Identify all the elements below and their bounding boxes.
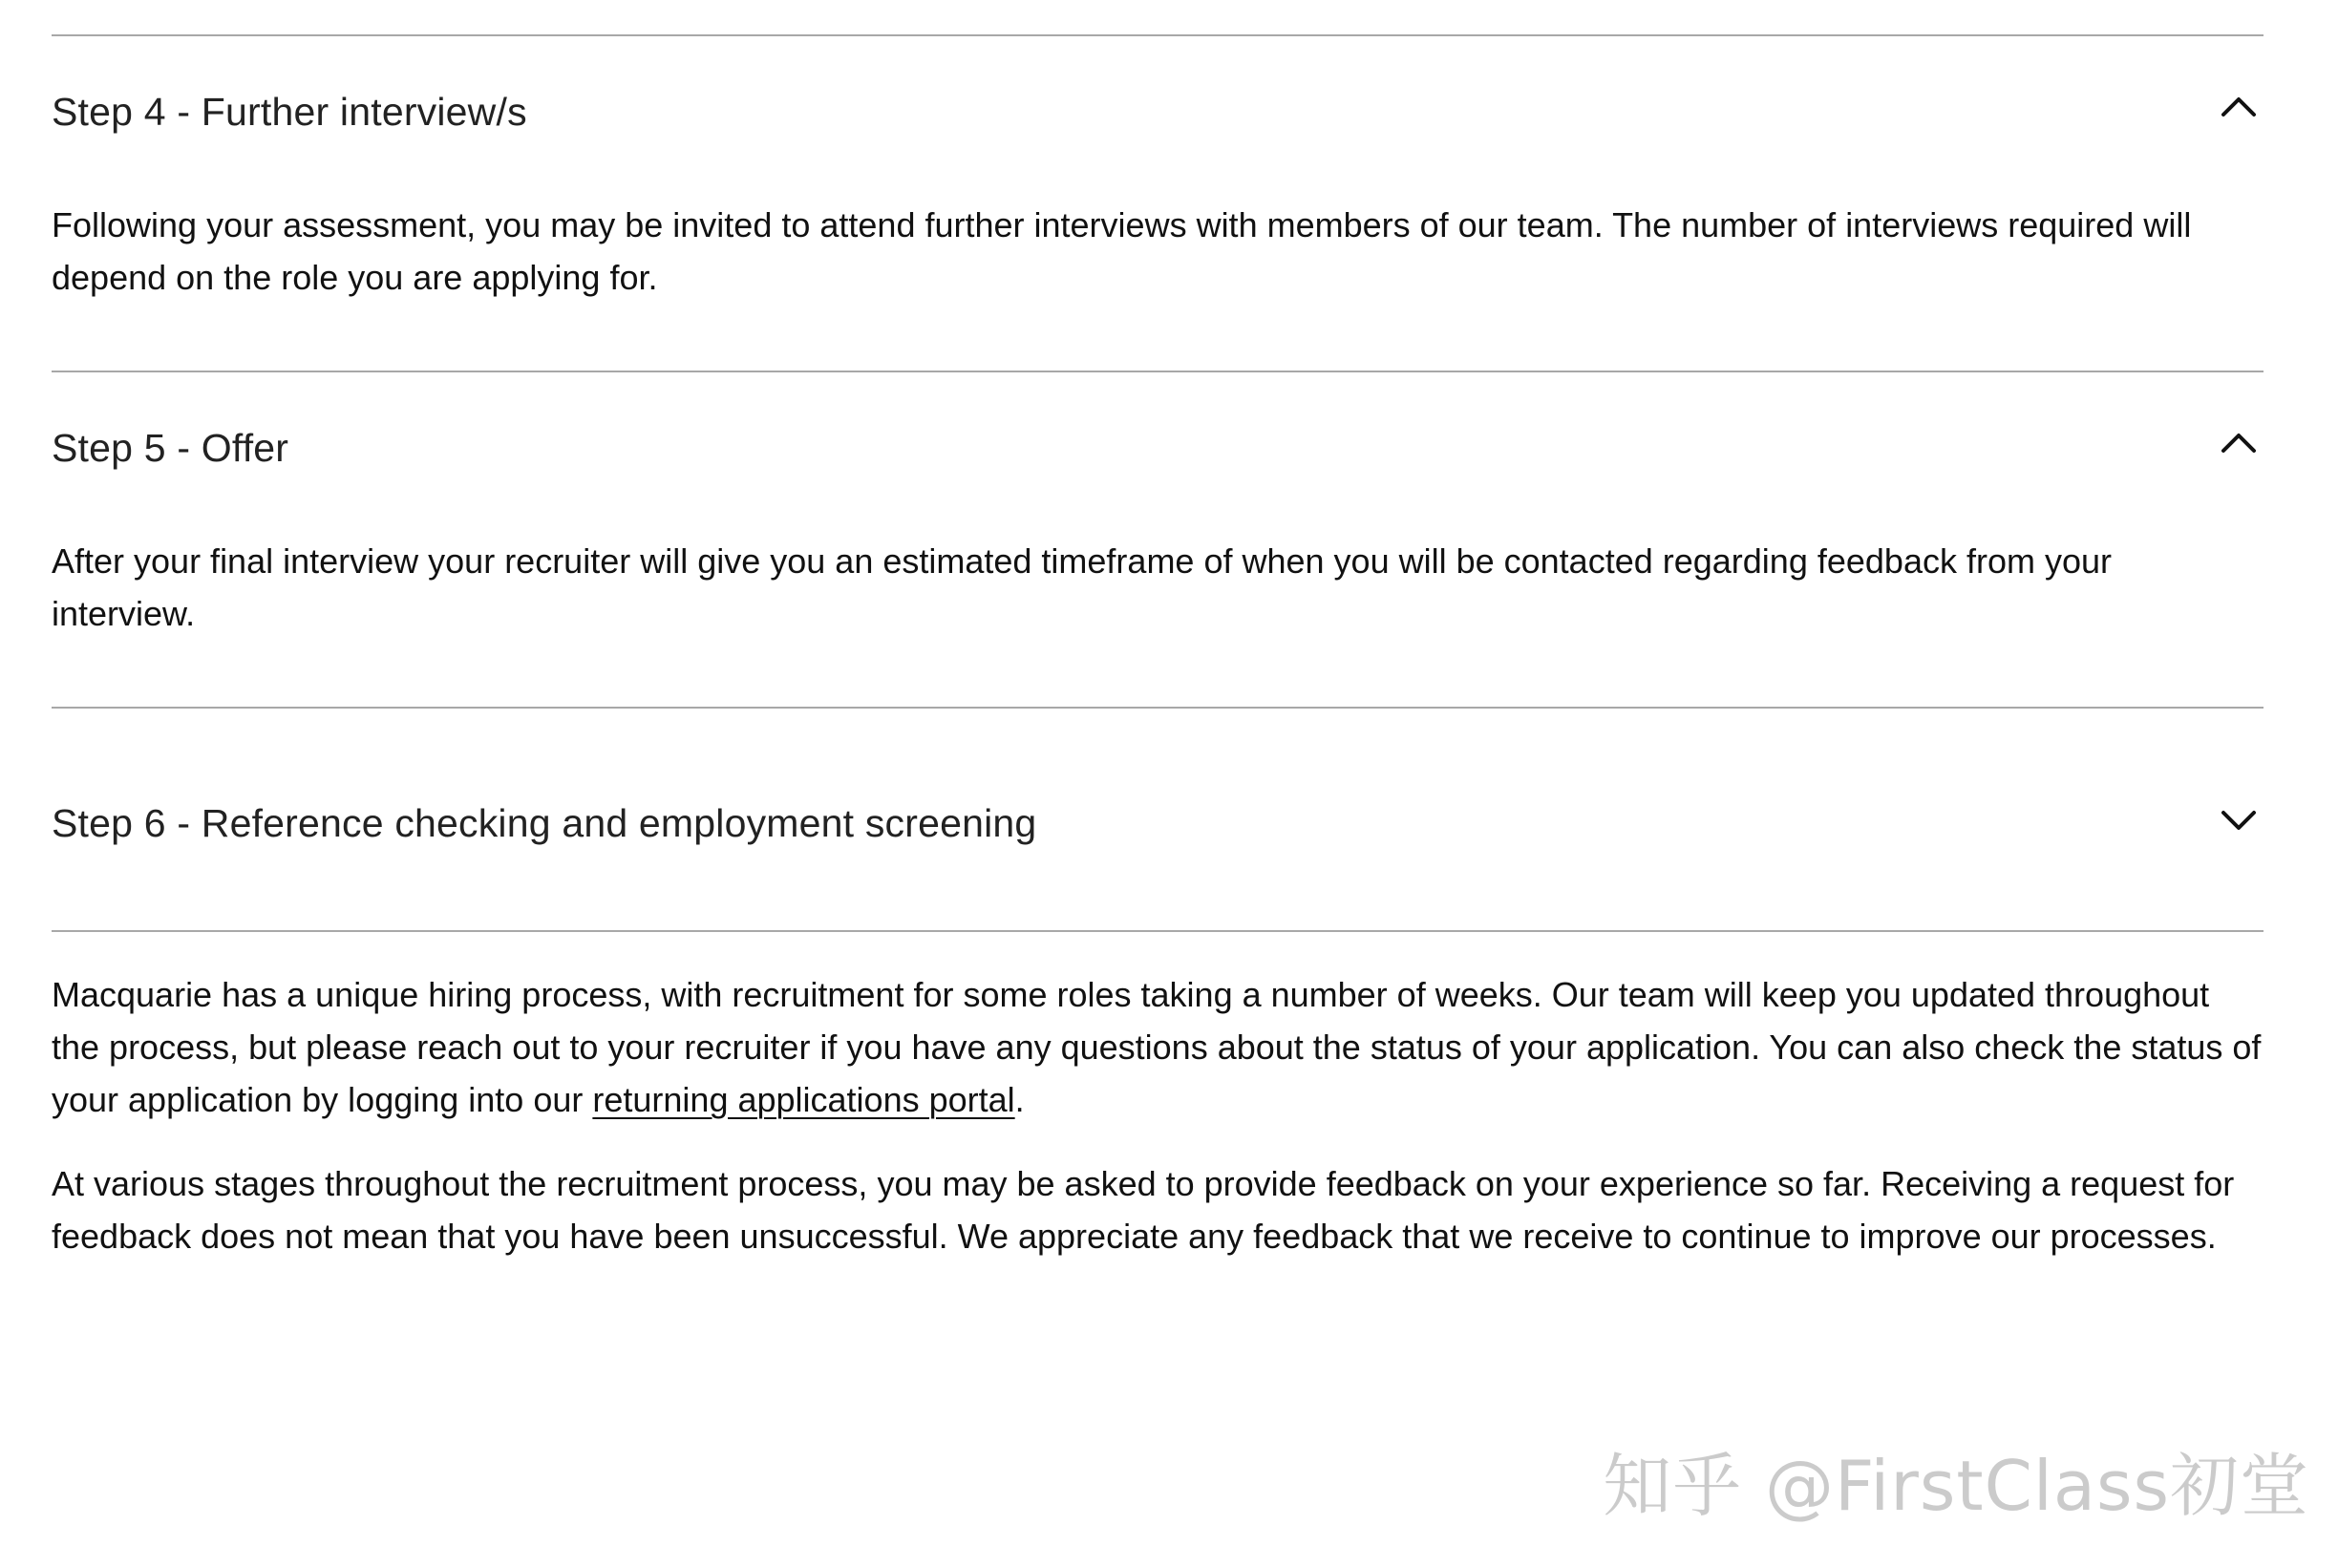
process-info <box>52 932 2264 1262</box>
info-paragraph-1 <box>52 968 2264 1126</box>
accordion-item-step-5 <box>52 372 2264 707</box>
top-spacer <box>52 0 2264 34</box>
chevron-up-icon[interactable] <box>2218 87 2260 129</box>
accordion-title: Step 5 - Offer <box>52 425 289 470</box>
accordion-header-step-6[interactable] <box>52 709 2264 930</box>
recruitment-steps <box>52 0 2264 1294</box>
accordion-body-step-4 <box>52 180 2264 371</box>
watermark: 知乎 @FirstClass初堂 <box>1603 1446 2309 1526</box>
accordion-title: Step 4 - Further interview/s <box>52 89 527 134</box>
chevron-down-icon[interactable] <box>2218 798 2260 840</box>
returning-applications-portal-link[interactable]: returning applications portal <box>592 1080 1015 1119</box>
accordion-body-step-5 <box>52 516 2264 707</box>
accordion-body-text: After your final interview your recruiter will give you an estimated timeframe of when you will be contacted regarding feedback from your interview. <box>52 541 2112 633</box>
chevron-up-icon[interactable] <box>2218 423 2260 465</box>
accordion-header-step-4[interactable] <box>52 36 2264 180</box>
info-paragraph-1-end: . <box>1014 1080 1025 1119</box>
accordion-body-text: Following your assessment, you may be invited to attend further interviews with members of our team. The number of interviews required will depend on the role you are applying for. <box>52 205 2192 297</box>
accordion-header-step-5[interactable] <box>52 372 2264 516</box>
accordion-item-step-6 <box>52 709 2264 930</box>
accordion-item-step-4 <box>52 36 2264 371</box>
info-paragraph-2: At various stages throughout the recruitment process, you may be asked to provide feedback on your experience so far. Receiving a request for feedback does not mean that you have been unsuccessful. We appreciate any feedback that we receive to continue to improve our processes. <box>52 1164 2235 1256</box>
info-paragraph-1-text: Macquarie has a unique hiring process, with recruitment for some roles taking a number of weeks. Our team will keep you updated throughout the process, but please reach out to your recruiter if you have any questions about the status of your application. You can also check the status of your application by logging into our <box>52 975 2262 1119</box>
accordion-title: Step 6 - Reference checking and employment screening <box>52 800 1037 845</box>
